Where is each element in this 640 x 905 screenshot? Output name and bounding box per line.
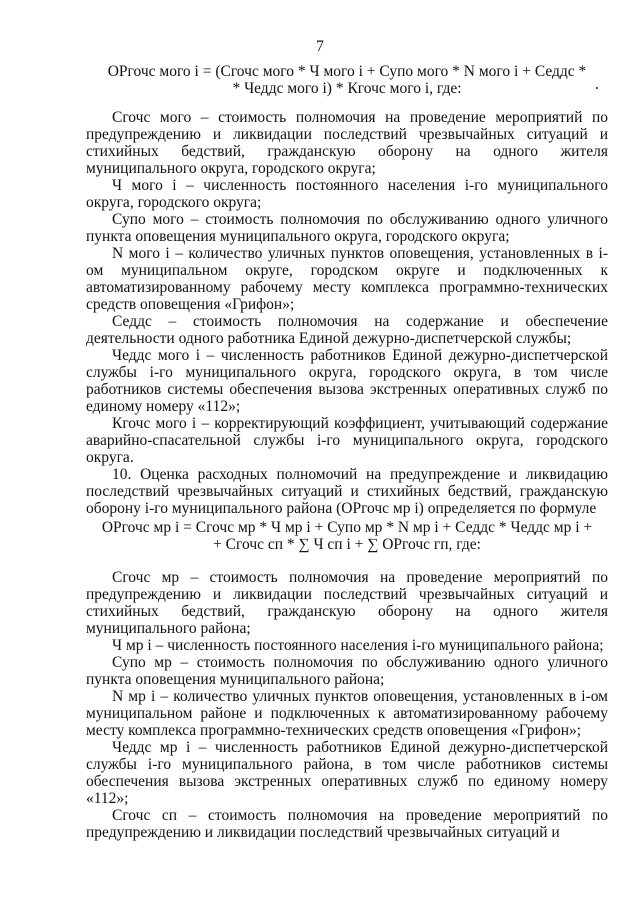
formula-line: ОРгочс мого i = (Сгочс мого * Ч мого i + Супо мого * N мого i + Седдс * bbox=[107, 63, 587, 80]
definition-paragraph: Сгочс мого – стоимость полномочия на проведение мероприятий по предупреждению и ликвидации последствий чрезвычайных ситуаций и стихийных бедствий, гражданскую оборону на одного жителя муниципального округа, городского округа; bbox=[86, 109, 608, 177]
formula-line: * Чеддс мого i) * Кгочс мого i, где: bbox=[232, 80, 462, 97]
definition-paragraph: Сгочс сп – стоимость полномочия на проведение мероприятий по предупреждению и ликвидации последствий чрезвычайных ситуаций и bbox=[86, 807, 608, 841]
definition-paragraph: Кгочс мого i – корректирующий коэффициент, учитывающий содержание аварийно-спасательной службы i-го муниципального округа, городского округа. bbox=[86, 415, 608, 466]
scan-speck bbox=[596, 87, 598, 89]
definition-paragraph: Супо мого – стоимость полномочия по обслуживанию одного уличного пункта оповещения муниципального округа, городского округа; bbox=[86, 211, 608, 245]
definition-paragraph: Чеддс мр i – численность работников Единой дежурно-диспетчерской службы i-го муниципального района, в том числе работников системы обеспечения вызова экстренных оперативных служб по единому номеру «112»; bbox=[86, 739, 608, 807]
definition-paragraph: Чеддс мого i – численность работников Единой дежурно-диспетчерской службы i-го муниципального округа, городского округа, в том числе работников системы обеспечения вызова экстренных оперативных служб по единому номеру «112»; bbox=[86, 347, 608, 415]
definition-paragraph: N мого i – количество уличных пунктов оповещения, установленных в i-ом муниципальном округе, городском округе и подключенных к автоматизированному рабочему месту комплекса программно-технических средств оповещения «Грифон»; bbox=[86, 245, 608, 313]
definition-paragraph: Сгочс мр – стоимость полномочия на проведение мероприятий по предупреждению и ликвидации последствий чрезвычайных ситуаций и стихийных бедствий, гражданскую оборону на одного жителя муниципального района; bbox=[86, 569, 608, 637]
definitions-block-1 bbox=[86, 109, 608, 517]
formula-line: + Сгочс сп * ∑ Ч сп i + ∑ ОРгочс гп, где: bbox=[213, 536, 481, 553]
definition-paragraph: Супо мр – стоимость полномочия по обслуживанию одного уличного пункта оповещения муниципального района; bbox=[86, 654, 608, 688]
definition-paragraph: N мр i – количество уличных пунктов оповещения, установленных в i-ом муниципальном районе и подключенных к автоматизированному рабочему месту комплекса программно-технических средств оповещения «Грифон»; bbox=[86, 688, 608, 739]
definition-paragraph: Ч мр i – численность постоянного населения i-го муниципального района; bbox=[112, 637, 604, 654]
page-number: 7 bbox=[316, 38, 324, 55]
formula-municipal-district bbox=[86, 63, 608, 97]
definition-paragraph: Ч мого i – численность постоянного населения i-го муниципального округа, городского округа; bbox=[86, 177, 608, 211]
formula-line: ОРгочс мр i = Сгочс мр * Ч мр i + Супо мр * N мр i + Седдс * Чеддс мр i + bbox=[101, 519, 593, 536]
definitions-block-2 bbox=[86, 569, 608, 841]
formula-municipal-region bbox=[86, 519, 608, 553]
section-10-paragraph: 10. Оценка расходных полномочий на предупреждение и ликвидацию последствий чрезвычайных ситуаций и стихийных бедствий, гражданскую оборону i-го муниципального района (ОРгочс мр i) определяется по формуле bbox=[86, 466, 608, 517]
definition-paragraph: Седдс – стоимость полномочия на содержание и обеспечение деятельности одного работника Единой дежурно-диспетчерской службы; bbox=[86, 313, 608, 347]
